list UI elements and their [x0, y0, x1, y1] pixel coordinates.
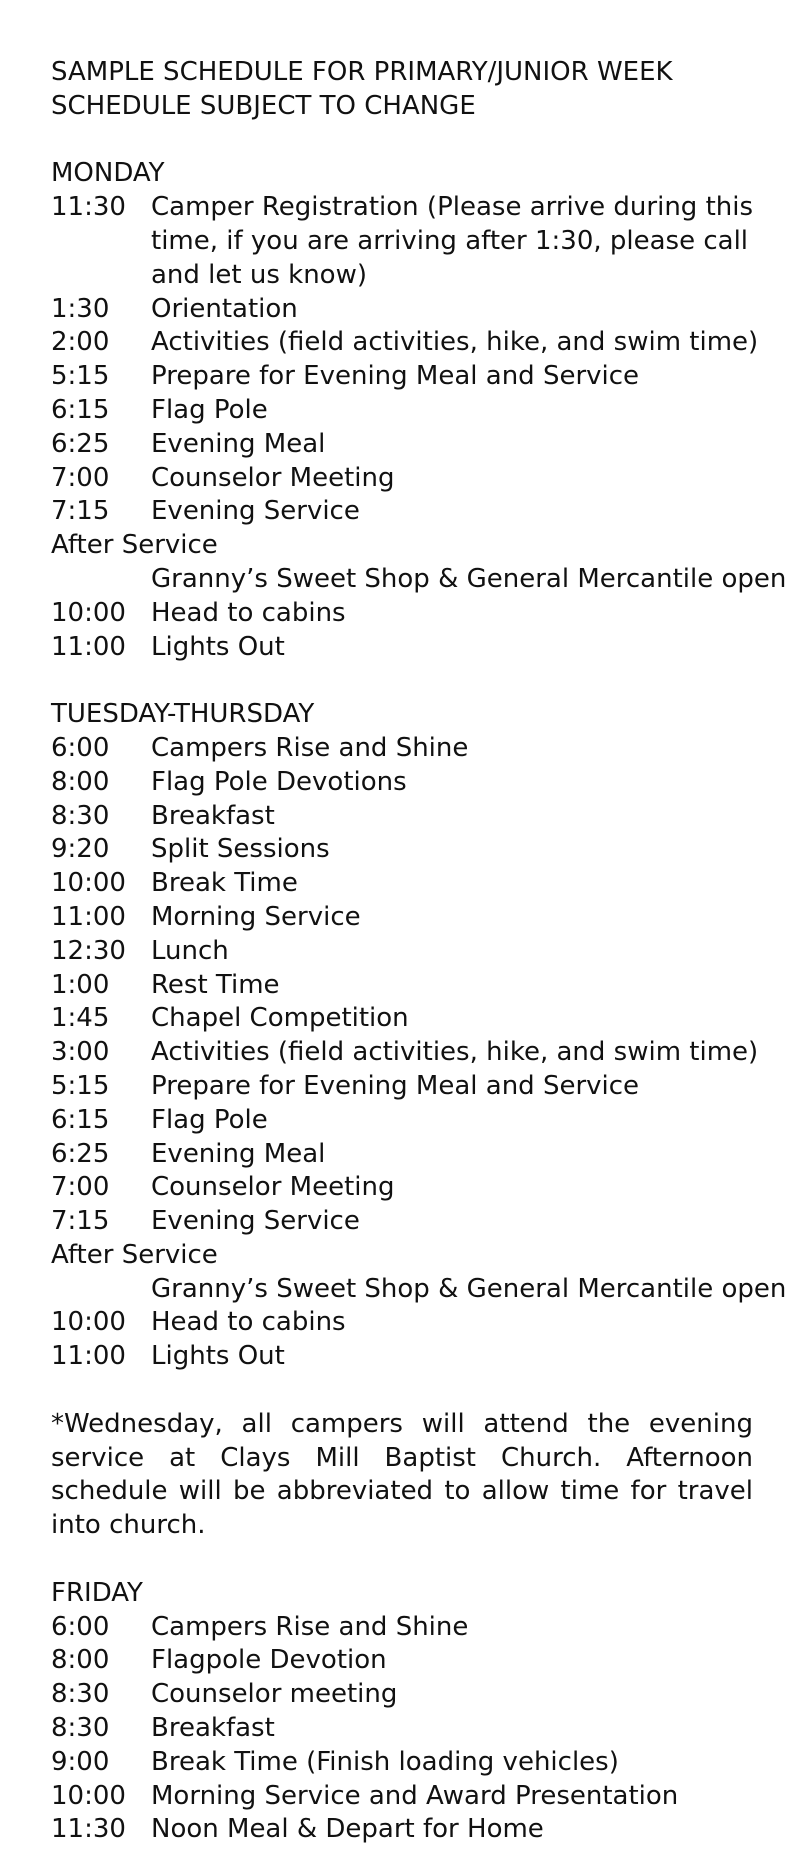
schedule-row	[51, 495, 763, 529]
schedule-document	[51, 56, 787, 1847]
schedule-activity: Lights Out	[151, 1341, 285, 1372]
section-monday	[51, 157, 787, 664]
schedule-activity: Head to cabins	[151, 1307, 346, 1338]
schedule-list-tuesday-thursday	[51, 732, 763, 1239]
schedule-row	[51, 1611, 763, 1645]
schedule-activity: Counselor Meeting	[151, 462, 395, 493]
schedule-row	[51, 394, 763, 428]
schedule-row	[51, 428, 763, 462]
schedule-activity: Prepare for Evening Meal and Service	[151, 361, 640, 392]
schedule-row	[51, 293, 763, 327]
schedule-activity: Morning Service and Award Presentation	[151, 1780, 679, 1811]
schedule-time: 11:30	[51, 192, 126, 223]
schedule-row	[51, 360, 763, 394]
after-service-label: After Service	[51, 530, 218, 561]
schedule-time: 6:15	[51, 394, 110, 425]
schedule-row	[51, 766, 763, 800]
schedule-activity: Orientation	[151, 293, 298, 324]
schedule-activity: Morning Service	[151, 901, 361, 932]
schedule-row	[51, 867, 763, 901]
schedule-activity: Evening Service	[151, 1206, 360, 1237]
schedule-row	[51, 1678, 763, 1712]
day-heading-monday: MONDAY	[51, 158, 165, 189]
section-friday	[51, 1577, 763, 1847]
schedule-row	[51, 1306, 763, 1340]
schedule-time: 2:00	[51, 327, 110, 358]
schedule-time: 12:30	[51, 935, 126, 966]
document-title: SAMPLE SCHEDULE FOR PRIMARY/JUNIOR WEEK	[51, 57, 673, 87]
schedule-time: 6:25	[51, 1138, 110, 1169]
schedule-row	[51, 1171, 763, 1205]
day-heading-friday: FRIDAY	[51, 1577, 143, 1608]
section-tuesday-thursday	[51, 698, 787, 1374]
after-service-label: After Service	[51, 1239, 218, 1270]
schedule-row	[51, 935, 763, 969]
schedule-row	[51, 1070, 763, 1104]
late-schedule-list-monday	[51, 597, 763, 665]
schedule-time: 5:15	[51, 361, 110, 392]
schedule-row	[51, 1036, 763, 1070]
schedule-activity: Lights Out	[151, 631, 285, 662]
schedule-time: 7:00	[51, 1172, 110, 1203]
schedule-activity: Breakfast	[151, 1713, 275, 1744]
schedule-row	[51, 191, 763, 292]
schedule-row	[51, 1104, 763, 1138]
after-service-activity: Granny’s Sweet Shop & General Mercantile open	[151, 563, 787, 594]
schedule-activity: Activities (field activities, hike, and swim time)	[151, 327, 759, 358]
wednesday-note: *Wednesday, all campers will attend the evening service at Clays Mill Baptist Church. Afternoon schedule will be abbreviated to allow time for travel into church.	[51, 1408, 753, 1541]
schedule-time: 5:15	[51, 1070, 110, 1101]
schedule-activity: Evening Meal	[151, 1138, 326, 1169]
schedule-time: 8:30	[51, 1679, 110, 1710]
schedule-row	[51, 969, 763, 1003]
after-service-activity: Granny’s Sweet Shop & General Mercantile open	[151, 1273, 787, 1304]
schedule-row	[51, 1205, 763, 1239]
schedule-row	[51, 597, 763, 631]
schedule-time: 10:00	[51, 1307, 126, 1338]
schedule-activity: Campers Rise and Shine	[151, 1611, 469, 1642]
schedule-row	[51, 326, 763, 360]
schedule-row	[51, 901, 763, 935]
schedule-time: 9:00	[51, 1746, 110, 1777]
schedule-activity: Camper Registration (Please arrive during this time, if you are arriving after 1:30, please call and let us know)	[151, 192, 754, 290]
schedule-row	[51, 631, 763, 665]
schedule-activity: Activities (field activities, hike, and swim time)	[151, 1037, 759, 1068]
schedule-time: 1:45	[51, 1003, 110, 1034]
schedule-time: 8:00	[51, 766, 110, 797]
schedule-time: 6:00	[51, 732, 110, 763]
schedule-time: 7:15	[51, 496, 110, 527]
schedule-activity: Flag Pole	[151, 394, 268, 425]
schedule-row	[51, 462, 763, 496]
schedule-list-monday	[51, 191, 763, 529]
schedule-time: 8:30	[51, 1713, 110, 1744]
schedule-time: 8:00	[51, 1645, 110, 1676]
schedule-time: 7:15	[51, 1206, 110, 1237]
schedule-activity: Chapel Competition	[151, 1003, 409, 1034]
schedule-time: 3:00	[51, 1037, 110, 1068]
schedule-time: 6:25	[51, 428, 110, 459]
schedule-activity: Lunch	[151, 935, 229, 966]
schedule-row	[51, 1002, 763, 1036]
schedule-row	[51, 1813, 763, 1847]
schedule-time: 11:00	[51, 1341, 126, 1372]
schedule-activity: Flag Pole	[151, 1104, 268, 1135]
schedule-row	[51, 1138, 763, 1172]
schedule-row	[51, 833, 763, 867]
schedule-activity: Noon Meal & Depart for Home	[151, 1814, 544, 1845]
schedule-time: 7:00	[51, 462, 110, 493]
schedule-time: 11:30	[51, 1814, 126, 1845]
schedule-activity: Flag Pole Devotions	[151, 766, 407, 797]
schedule-activity: Split Sessions	[151, 834, 330, 865]
schedule-time: 1:30	[51, 293, 110, 324]
schedule-row	[51, 1780, 763, 1814]
schedule-time: 1:00	[51, 969, 110, 1000]
schedule-time: 9:20	[51, 834, 110, 865]
schedule-activity: Rest Time	[151, 969, 280, 1000]
schedule-activity: Counselor meeting	[151, 1679, 398, 1710]
late-schedule-list-tuesday-thursday	[51, 1306, 763, 1374]
schedule-time: 11:00	[51, 631, 126, 662]
schedule-activity: Prepare for Evening Meal and Service	[151, 1070, 640, 1101]
schedule-row	[51, 1340, 763, 1374]
schedule-time: 6:15	[51, 1104, 110, 1135]
day-heading-tuesday-thursday: TUESDAY-THURSDAY	[51, 699, 315, 730]
schedule-activity: Head to cabins	[151, 597, 346, 628]
schedule-activity: Flagpole Devotion	[151, 1645, 387, 1676]
schedule-row	[51, 1712, 763, 1746]
schedule-activity: Counselor Meeting	[151, 1172, 395, 1203]
document-subtitle: SCHEDULE SUBJECT TO CHANGE	[51, 90, 476, 121]
schedule-activity: Breakfast	[151, 800, 275, 831]
schedule-row	[51, 732, 763, 766]
schedule-time: 10:00	[51, 597, 126, 628]
schedule-time: 10:00	[51, 1780, 126, 1811]
schedule-activity: Evening Meal	[151, 428, 326, 459]
schedule-time: 8:30	[51, 800, 110, 831]
schedule-activity: Campers Rise and Shine	[151, 732, 469, 763]
schedule-activity: Break Time (Finish loading vehicles)	[151, 1746, 619, 1777]
schedule-list-friday	[51, 1611, 763, 1848]
schedule-row	[51, 800, 763, 834]
document-header	[51, 56, 763, 124]
schedule-activity: Break Time	[151, 868, 298, 899]
schedule-time: 6:00	[51, 1611, 110, 1642]
schedule-activity: Evening Service	[151, 496, 360, 527]
schedule-row	[51, 1746, 763, 1780]
schedule-time: 10:00	[51, 868, 126, 899]
schedule-time: 11:00	[51, 901, 126, 932]
schedule-row	[51, 1644, 763, 1678]
